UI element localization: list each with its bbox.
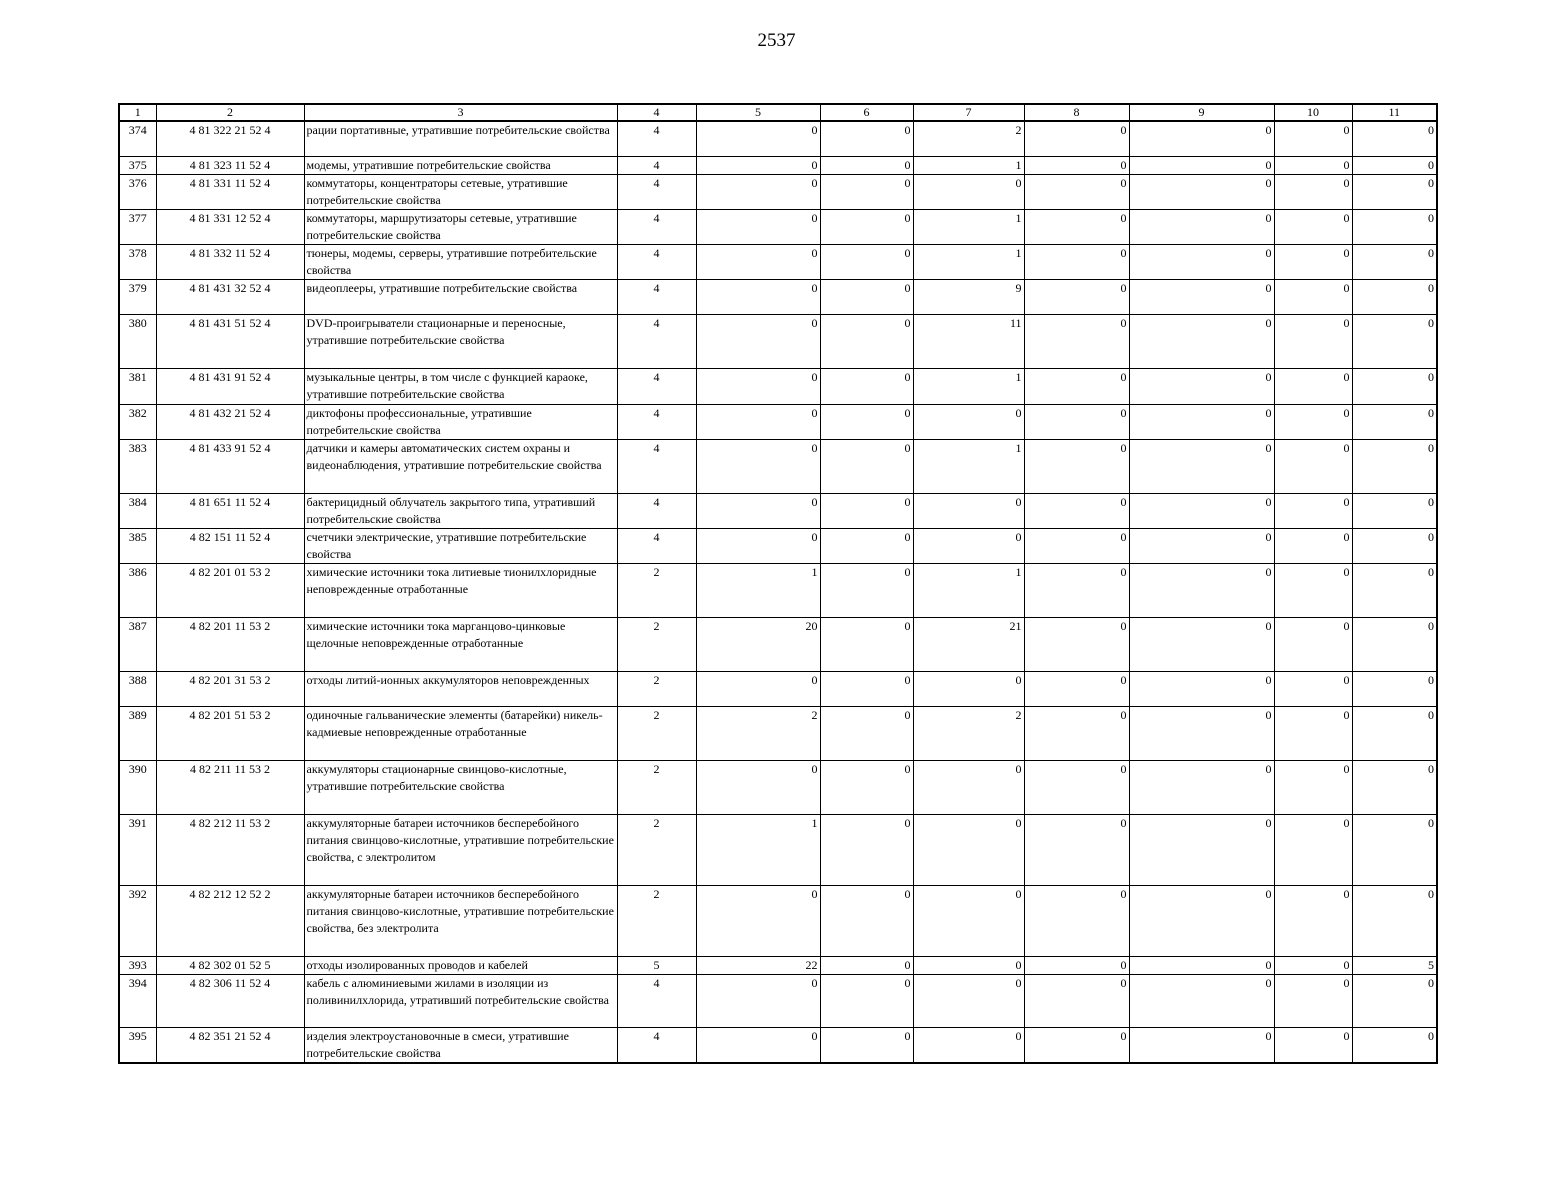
value-cell-col-6: 0 xyxy=(820,279,913,314)
row-number-cell: 392 xyxy=(119,885,156,956)
value-cell-col-8: 0 xyxy=(1024,956,1129,974)
value-cell-col-10: 0 xyxy=(1274,974,1352,1027)
value-cell-col-5: 2 xyxy=(696,706,820,760)
waste-name-cell: музыкальные центры, в том числе с функцией караоке, утратившие потребительские свойства xyxy=(304,368,617,404)
value-cell-col-8: 0 xyxy=(1024,617,1129,671)
value-cell-col-7: 1 xyxy=(913,439,1024,493)
value-cell-col-11: 0 xyxy=(1352,156,1437,174)
value-cell-col-7: 1 xyxy=(913,209,1024,244)
value-cell-col-10: 0 xyxy=(1274,528,1352,563)
waste-code-cell: 4 82 201 11 53 2 xyxy=(156,617,304,671)
value-cell-col-6: 0 xyxy=(820,493,913,528)
waste-code-cell: 4 81 651 11 52 4 xyxy=(156,493,304,528)
row-number-cell: 390 xyxy=(119,760,156,814)
value-cell-col-8: 0 xyxy=(1024,706,1129,760)
waste-name-cell: изделия электроустановочные в смеси, утратившие потребительские свойства xyxy=(304,1027,617,1063)
table-row xyxy=(119,563,1437,617)
value-cell-col-5: 0 xyxy=(696,156,820,174)
hazard-class-cell: 4 xyxy=(617,174,696,209)
value-cell-col-9: 0 xyxy=(1129,439,1274,493)
waste-name-cell: отходы изолированных проводов и кабелей xyxy=(304,956,617,974)
waste-code-cell: 4 81 323 11 52 4 xyxy=(156,156,304,174)
value-cell-col-8: 0 xyxy=(1024,760,1129,814)
table-row xyxy=(119,174,1437,209)
value-cell-col-9: 0 xyxy=(1129,563,1274,617)
column-header: 11 xyxy=(1352,104,1437,121)
value-cell-col-9: 0 xyxy=(1129,528,1274,563)
table-row xyxy=(119,885,1437,956)
waste-name-cell: аккумуляторные батареи источников бесперебойного питания свинцово-кислотные, утратившие потребительские свойства, без электролита xyxy=(304,885,617,956)
waste-name-cell: тюнеры, модемы, серверы, утратившие потребительские свойства xyxy=(304,244,617,279)
value-cell-col-11: 0 xyxy=(1352,974,1437,1027)
hazard-class-cell: 4 xyxy=(617,209,696,244)
value-cell-col-7: 1 xyxy=(913,244,1024,279)
value-cell-col-10: 0 xyxy=(1274,314,1352,368)
value-cell-col-8: 0 xyxy=(1024,493,1129,528)
value-cell-col-7: 0 xyxy=(913,974,1024,1027)
value-cell-col-5: 0 xyxy=(696,368,820,404)
value-cell-col-5: 0 xyxy=(696,439,820,493)
value-cell-col-11: 0 xyxy=(1352,404,1437,439)
value-cell-col-8: 0 xyxy=(1024,563,1129,617)
value-cell-col-11: 0 xyxy=(1352,121,1437,156)
value-cell-col-11: 5 xyxy=(1352,956,1437,974)
waste-name-cell: кабель с алюминиевыми жилами в изоляции из поливинилхлорида, утративший потребительские свойства xyxy=(304,974,617,1027)
hazard-class-cell: 4 xyxy=(617,439,696,493)
value-cell-col-6: 0 xyxy=(820,617,913,671)
waste-code-cell: 4 81 431 91 52 4 xyxy=(156,368,304,404)
row-number-cell: 388 xyxy=(119,671,156,706)
waste-code-cell: 4 82 351 21 52 4 xyxy=(156,1027,304,1063)
column-header: 6 xyxy=(820,104,913,121)
value-cell-col-5: 0 xyxy=(696,760,820,814)
value-cell-col-11: 0 xyxy=(1352,439,1437,493)
value-cell-col-11: 0 xyxy=(1352,279,1437,314)
row-number-cell: 379 xyxy=(119,279,156,314)
row-number-cell: 385 xyxy=(119,528,156,563)
value-cell-col-10: 0 xyxy=(1274,156,1352,174)
value-cell-col-7: 0 xyxy=(913,814,1024,885)
table-row xyxy=(119,439,1437,493)
value-cell-col-6: 0 xyxy=(820,121,913,156)
table-row xyxy=(119,528,1437,563)
table-body xyxy=(119,121,1437,1063)
value-cell-col-11: 0 xyxy=(1352,314,1437,368)
value-cell-col-7: 0 xyxy=(913,885,1024,956)
value-cell-col-9: 0 xyxy=(1129,174,1274,209)
value-cell-col-11: 0 xyxy=(1352,368,1437,404)
value-cell-col-6: 0 xyxy=(820,974,913,1027)
value-cell-col-9: 0 xyxy=(1129,1027,1274,1063)
hazard-class-cell: 4 xyxy=(617,244,696,279)
column-header: 10 xyxy=(1274,104,1352,121)
value-cell-col-6: 0 xyxy=(820,563,913,617)
hazard-class-cell: 2 xyxy=(617,760,696,814)
value-cell-col-7: 1 xyxy=(913,368,1024,404)
table-row xyxy=(119,244,1437,279)
waste-name-cell: коммутаторы, концентраторы сетевые, утратившие потребительские свойства xyxy=(304,174,617,209)
column-header: 4 xyxy=(617,104,696,121)
row-number-cell: 376 xyxy=(119,174,156,209)
column-header: 9 xyxy=(1129,104,1274,121)
value-cell-col-10: 0 xyxy=(1274,368,1352,404)
value-cell-col-10: 0 xyxy=(1274,956,1352,974)
row-number-cell: 378 xyxy=(119,244,156,279)
value-cell-col-7: 2 xyxy=(913,121,1024,156)
hazard-class-cell: 2 xyxy=(617,671,696,706)
waste-code-cell: 4 82 201 31 53 2 xyxy=(156,671,304,706)
value-cell-col-5: 0 xyxy=(696,244,820,279)
row-number-cell: 394 xyxy=(119,974,156,1027)
waste-name-cell: аккумуляторы стационарные свинцово-кислотные, утратившие потребительские свойства xyxy=(304,760,617,814)
value-cell-col-7: 1 xyxy=(913,156,1024,174)
value-cell-col-8: 0 xyxy=(1024,1027,1129,1063)
hazard-class-cell: 2 xyxy=(617,617,696,671)
value-cell-col-6: 0 xyxy=(820,814,913,885)
value-cell-col-6: 0 xyxy=(820,439,913,493)
row-number-cell: 377 xyxy=(119,209,156,244)
row-number-cell: 395 xyxy=(119,1027,156,1063)
value-cell-col-9: 0 xyxy=(1129,404,1274,439)
value-cell-col-7: 1 xyxy=(913,563,1024,617)
value-cell-col-11: 0 xyxy=(1352,528,1437,563)
table-row xyxy=(119,314,1437,368)
value-cell-col-7: 0 xyxy=(913,956,1024,974)
table-row xyxy=(119,209,1437,244)
value-cell-col-5: 0 xyxy=(696,209,820,244)
value-cell-col-7: 11 xyxy=(913,314,1024,368)
value-cell-col-7: 0 xyxy=(913,1027,1024,1063)
table-row xyxy=(119,156,1437,174)
value-cell-col-10: 0 xyxy=(1274,244,1352,279)
value-cell-col-8: 0 xyxy=(1024,439,1129,493)
value-cell-col-10: 0 xyxy=(1274,121,1352,156)
waste-name-cell: рации портативные, утратившие потребительские свойства xyxy=(304,121,617,156)
row-number-cell: 383 xyxy=(119,439,156,493)
waste-code-cell: 4 81 332 11 52 4 xyxy=(156,244,304,279)
waste-code-cell: 4 82 201 51 53 2 xyxy=(156,706,304,760)
table-row xyxy=(119,1027,1437,1063)
value-cell-col-7: 21 xyxy=(913,617,1024,671)
table-row xyxy=(119,617,1437,671)
waste-code-cell: 4 82 151 11 52 4 xyxy=(156,528,304,563)
header-row xyxy=(119,104,1437,121)
value-cell-col-11: 0 xyxy=(1352,617,1437,671)
waste-name-cell: одиночные гальванические элементы (батарейки) никель-кадмиевые неповрежденные отработанные xyxy=(304,706,617,760)
value-cell-col-10: 0 xyxy=(1274,814,1352,885)
value-cell-col-7: 2 xyxy=(913,706,1024,760)
waste-name-cell: бактерицидный облучатель закрытого типа, утративший потребительские свойства xyxy=(304,493,617,528)
value-cell-col-11: 0 xyxy=(1352,209,1437,244)
table-row xyxy=(119,493,1437,528)
waste-name-cell: модемы, утратившие потребительские свойства xyxy=(304,156,617,174)
value-cell-col-9: 0 xyxy=(1129,760,1274,814)
hazard-class-cell: 2 xyxy=(617,814,696,885)
hazard-class-cell: 2 xyxy=(617,706,696,760)
value-cell-col-5: 0 xyxy=(696,493,820,528)
value-cell-col-11: 0 xyxy=(1352,885,1437,956)
hazard-class-cell: 4 xyxy=(617,493,696,528)
table-row xyxy=(119,671,1437,706)
value-cell-col-7: 0 xyxy=(913,671,1024,706)
row-number-cell: 382 xyxy=(119,404,156,439)
value-cell-col-5: 0 xyxy=(696,404,820,439)
value-cell-col-9: 0 xyxy=(1129,706,1274,760)
waste-name-cell: коммутаторы, маршрутизаторы сетевые, утратившие потребительские свойства xyxy=(304,209,617,244)
value-cell-col-8: 0 xyxy=(1024,244,1129,279)
waste-name-cell: DVD-проигрыватели стационарные и переносные, утратившие потребительские свойства xyxy=(304,314,617,368)
value-cell-col-7: 0 xyxy=(913,404,1024,439)
page-number: 2537 xyxy=(757,30,796,51)
value-cell-col-9: 0 xyxy=(1129,121,1274,156)
waste-code-cell: 4 81 322 21 52 4 xyxy=(156,121,304,156)
value-cell-col-10: 0 xyxy=(1274,617,1352,671)
value-cell-col-10: 0 xyxy=(1274,279,1352,314)
value-cell-col-10: 0 xyxy=(1274,760,1352,814)
hazard-class-cell: 2 xyxy=(617,563,696,617)
column-header: 5 xyxy=(696,104,820,121)
value-cell-col-5: 0 xyxy=(696,1027,820,1063)
waste-code-cell: 4 82 212 11 53 2 xyxy=(156,814,304,885)
value-cell-col-9: 0 xyxy=(1129,974,1274,1027)
value-cell-col-10: 0 xyxy=(1274,209,1352,244)
value-cell-col-6: 0 xyxy=(820,706,913,760)
value-cell-col-11: 0 xyxy=(1352,706,1437,760)
value-cell-col-5: 0 xyxy=(696,314,820,368)
hazard-class-cell: 2 xyxy=(617,885,696,956)
value-cell-col-6: 0 xyxy=(820,156,913,174)
value-cell-col-8: 0 xyxy=(1024,671,1129,706)
value-cell-col-11: 0 xyxy=(1352,563,1437,617)
value-cell-col-7: 9 xyxy=(913,279,1024,314)
row-number-cell: 391 xyxy=(119,814,156,885)
value-cell-col-9: 0 xyxy=(1129,493,1274,528)
value-cell-col-11: 0 xyxy=(1352,244,1437,279)
hazard-class-cell: 4 xyxy=(617,1027,696,1063)
value-cell-col-7: 0 xyxy=(913,493,1024,528)
hazard-class-cell: 4 xyxy=(617,314,696,368)
value-cell-col-8: 0 xyxy=(1024,368,1129,404)
value-cell-col-10: 0 xyxy=(1274,493,1352,528)
value-cell-col-6: 0 xyxy=(820,671,913,706)
value-cell-col-5: 1 xyxy=(696,814,820,885)
value-cell-col-11: 0 xyxy=(1352,493,1437,528)
row-number-cell: 381 xyxy=(119,368,156,404)
value-cell-col-6: 0 xyxy=(820,244,913,279)
value-cell-col-10: 0 xyxy=(1274,174,1352,209)
row-number-cell: 386 xyxy=(119,563,156,617)
waste-code-cell: 4 81 331 12 52 4 xyxy=(156,209,304,244)
value-cell-col-8: 0 xyxy=(1024,314,1129,368)
value-cell-col-11: 0 xyxy=(1352,174,1437,209)
value-cell-col-8: 0 xyxy=(1024,174,1129,209)
column-header: 8 xyxy=(1024,104,1129,121)
hazard-class-cell: 4 xyxy=(617,121,696,156)
value-cell-col-8: 0 xyxy=(1024,528,1129,563)
waste-code-cell: 4 81 431 51 52 4 xyxy=(156,314,304,368)
value-cell-col-8: 0 xyxy=(1024,156,1129,174)
hazard-class-cell: 4 xyxy=(617,528,696,563)
value-cell-col-10: 0 xyxy=(1274,671,1352,706)
value-cell-col-6: 0 xyxy=(820,1027,913,1063)
waste-name-cell: химические источники тока марганцово-цинковые щелочные неповрежденные отработанные xyxy=(304,617,617,671)
value-cell-col-9: 0 xyxy=(1129,368,1274,404)
value-cell-col-9: 0 xyxy=(1129,156,1274,174)
column-header: 3 xyxy=(304,104,617,121)
value-cell-col-10: 0 xyxy=(1274,563,1352,617)
table-row xyxy=(119,974,1437,1027)
value-cell-col-6: 0 xyxy=(820,760,913,814)
table-row xyxy=(119,814,1437,885)
column-header: 1 xyxy=(119,104,156,121)
value-cell-col-9: 0 xyxy=(1129,244,1274,279)
table-row xyxy=(119,404,1437,439)
value-cell-col-8: 0 xyxy=(1024,209,1129,244)
value-cell-col-8: 0 xyxy=(1024,279,1129,314)
waste-code-cell: 4 81 433 91 52 4 xyxy=(156,439,304,493)
waste-name-cell: видеоплееры, утратившие потребительские свойства xyxy=(304,279,617,314)
value-cell-col-11: 0 xyxy=(1352,760,1437,814)
value-cell-col-5: 1 xyxy=(696,563,820,617)
value-cell-col-10: 0 xyxy=(1274,706,1352,760)
value-cell-col-9: 0 xyxy=(1129,814,1274,885)
value-cell-col-5: 0 xyxy=(696,671,820,706)
waste-name-cell: химические источники тока литиевые тионилхлоридные неповрежденные отработанные xyxy=(304,563,617,617)
hazard-class-cell: 4 xyxy=(617,974,696,1027)
value-cell-col-10: 0 xyxy=(1274,439,1352,493)
value-cell-col-7: 0 xyxy=(913,528,1024,563)
table-row xyxy=(119,956,1437,974)
hazard-class-cell: 4 xyxy=(617,279,696,314)
value-cell-col-5: 20 xyxy=(696,617,820,671)
value-cell-col-6: 0 xyxy=(820,528,913,563)
value-cell-col-9: 0 xyxy=(1129,314,1274,368)
value-cell-col-5: 0 xyxy=(696,528,820,563)
value-cell-col-6: 0 xyxy=(820,209,913,244)
value-cell-col-11: 0 xyxy=(1352,814,1437,885)
waste-name-cell: аккумуляторные батареи источников бесперебойного питания свинцово-кислотные, утратившие потребительские свойства, с электролитом xyxy=(304,814,617,885)
value-cell-col-9: 0 xyxy=(1129,279,1274,314)
waste-code-cell: 4 82 211 11 53 2 xyxy=(156,760,304,814)
value-cell-col-9: 0 xyxy=(1129,671,1274,706)
value-cell-col-9: 0 xyxy=(1129,209,1274,244)
value-cell-col-6: 0 xyxy=(820,174,913,209)
waste-code-cell: 4 81 431 32 52 4 xyxy=(156,279,304,314)
value-cell-col-6: 0 xyxy=(820,956,913,974)
value-cell-col-7: 0 xyxy=(913,174,1024,209)
value-cell-col-8: 0 xyxy=(1024,814,1129,885)
value-cell-col-9: 0 xyxy=(1129,956,1274,974)
value-cell-col-8: 0 xyxy=(1024,974,1129,1027)
value-cell-col-6: 0 xyxy=(820,314,913,368)
column-header: 7 xyxy=(913,104,1024,121)
value-cell-col-6: 0 xyxy=(820,368,913,404)
value-cell-col-5: 22 xyxy=(696,956,820,974)
table-row xyxy=(119,706,1437,760)
value-cell-col-9: 0 xyxy=(1129,617,1274,671)
value-cell-col-11: 0 xyxy=(1352,671,1437,706)
value-cell-col-8: 0 xyxy=(1024,404,1129,439)
row-number-cell: 375 xyxy=(119,156,156,174)
value-cell-col-5: 0 xyxy=(696,279,820,314)
value-cell-col-6: 0 xyxy=(820,885,913,956)
table-row xyxy=(119,368,1437,404)
value-cell-col-11: 0 xyxy=(1352,1027,1437,1063)
waste-name-cell: отходы литий-ионных аккумуляторов неповрежденных xyxy=(304,671,617,706)
column-header: 2 xyxy=(156,104,304,121)
waste-code-cell: 4 82 306 11 52 4 xyxy=(156,974,304,1027)
value-cell-col-7: 0 xyxy=(913,760,1024,814)
hazard-class-cell: 4 xyxy=(617,368,696,404)
row-number-cell: 393 xyxy=(119,956,156,974)
row-number-cell: 387 xyxy=(119,617,156,671)
table-row xyxy=(119,121,1437,156)
value-cell-col-8: 0 xyxy=(1024,885,1129,956)
hazard-class-cell: 5 xyxy=(617,956,696,974)
value-cell-col-5: 0 xyxy=(696,174,820,209)
hazard-class-cell: 4 xyxy=(617,156,696,174)
waste-code-cell: 4 82 201 01 53 2 xyxy=(156,563,304,617)
hazard-class-cell: 4 xyxy=(617,404,696,439)
value-cell-col-5: 0 xyxy=(696,885,820,956)
value-cell-col-10: 0 xyxy=(1274,404,1352,439)
value-cell-col-10: 0 xyxy=(1274,1027,1352,1063)
row-number-cell: 374 xyxy=(119,121,156,156)
waste-code-cell: 4 82 212 12 52 2 xyxy=(156,885,304,956)
row-number-cell: 384 xyxy=(119,493,156,528)
waste-code-cell: 4 82 302 01 52 5 xyxy=(156,956,304,974)
table-row xyxy=(119,760,1437,814)
value-cell-col-8: 0 xyxy=(1024,121,1129,156)
value-cell-col-9: 0 xyxy=(1129,885,1274,956)
row-number-cell: 380 xyxy=(119,314,156,368)
waste-name-cell: датчики и камеры автоматических систем охраны и видеонаблюдения, утратившие потребительские свойства xyxy=(304,439,617,493)
value-cell-col-6: 0 xyxy=(820,404,913,439)
value-cell-col-10: 0 xyxy=(1274,885,1352,956)
waste-table xyxy=(118,103,1438,1064)
value-cell-col-5: 0 xyxy=(696,974,820,1027)
table-row xyxy=(119,279,1437,314)
row-number-cell: 389 xyxy=(119,706,156,760)
waste-code-cell: 4 81 432 21 52 4 xyxy=(156,404,304,439)
value-cell-col-5: 0 xyxy=(696,121,820,156)
waste-code-cell: 4 81 331 11 52 4 xyxy=(156,174,304,209)
waste-name-cell: диктофоны профессиональные, утратившие потребительские свойства xyxy=(304,404,617,439)
waste-name-cell: счетчики электрические, утратившие потребительские свойства xyxy=(304,528,617,563)
